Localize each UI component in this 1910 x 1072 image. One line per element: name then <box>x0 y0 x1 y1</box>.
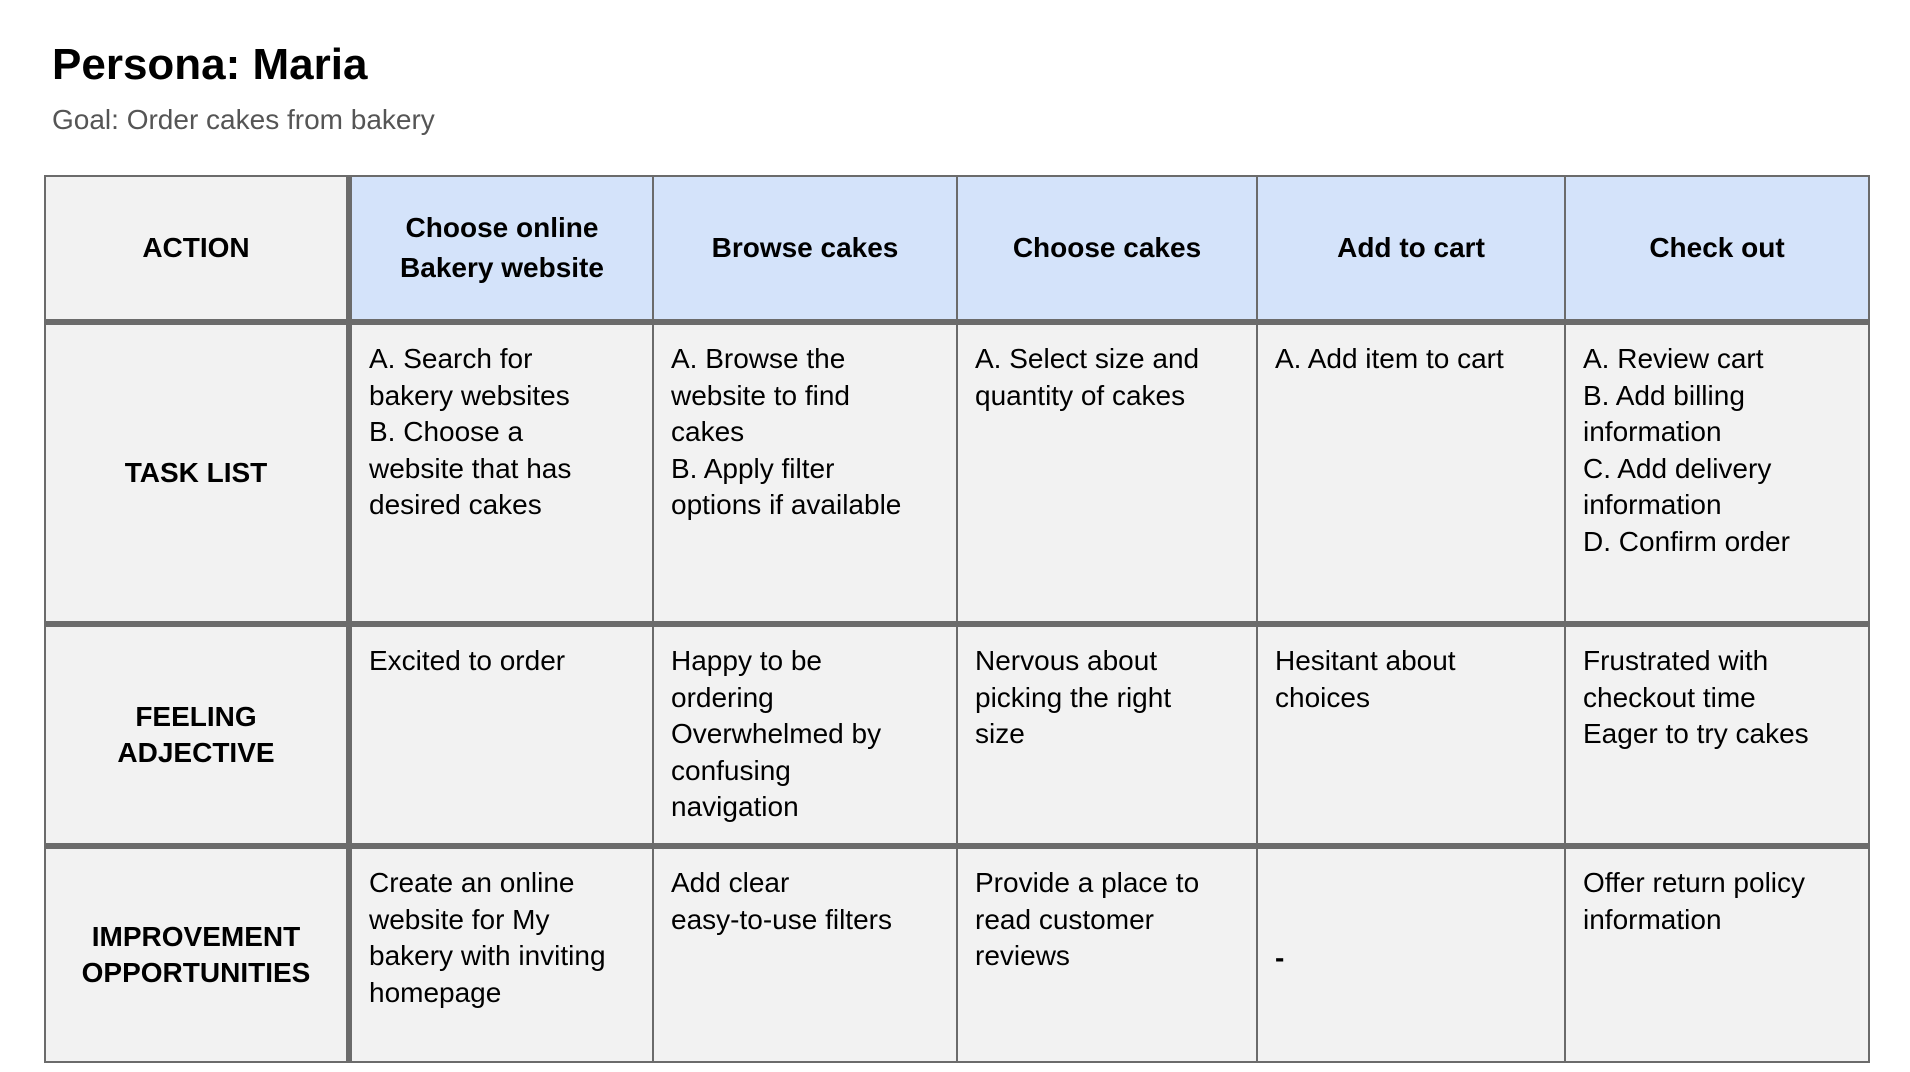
cell-line: Frustrated with <box>1583 645 1769 676</box>
cell-line: A. Add item to cart <box>1275 343 1504 374</box>
header-stage-3-line-1: Choose cakes <box>1012 232 1202 263</box>
cell-line: Excited to order <box>369 645 566 676</box>
feeling-label-line-1: FEELING <box>135 701 257 732</box>
cell-line: website that has <box>369 452 572 484</box>
task-list-cell-5 <box>1565 322 1869 624</box>
cell-line: Eager to try cakes <box>1583 718 1809 749</box>
cell-line: Nervous about <box>975 645 1158 676</box>
journey-map-table <box>44 175 1870 1063</box>
page-title: Persona: Maria <box>52 40 368 89</box>
cell-line: easy-to-use filters <box>671 903 892 935</box>
cell-line: D. Confirm order <box>1583 525 1790 557</box>
cell-line: information <box>1583 489 1722 520</box>
improvement-label <box>45 846 349 1062</box>
cell-line: website to find <box>671 379 850 411</box>
improvement-cell-3 <box>957 846 1257 1062</box>
header-action <box>45 176 349 322</box>
cell-line: read customer <box>975 903 1154 935</box>
task-list-cell-1 <box>349 322 653 624</box>
task-list-cell-4 <box>1257 322 1565 624</box>
feeling-cell-2 <box>653 624 957 846</box>
header-stage-1 <box>349 176 653 322</box>
cell-line: picking the right <box>975 681 1172 713</box>
improvement-label-line-2: OPPORTUNITIES <box>81 957 311 988</box>
cell-line: Hesitant about <box>1275 645 1456 676</box>
header-stage-5-line-1: Check out <box>1649 232 1785 263</box>
cell-line: information <box>1583 416 1722 447</box>
header-stage-3 <box>957 176 1257 322</box>
feeling-cell-4 <box>1257 624 1565 846</box>
header-stage-1-line-2: Bakery website <box>400 252 604 283</box>
cell-line: choices <box>1275 681 1370 713</box>
improvement-cell-5 <box>1565 846 1869 1062</box>
header-row <box>45 176 1869 322</box>
cell-line: Create an online <box>369 867 575 898</box>
header-action-label: ACTION <box>142 232 250 263</box>
cell-line: cakes <box>671 416 745 447</box>
feeling-cell-1 <box>349 624 653 846</box>
cell-line: B. Add billing <box>1583 379 1745 411</box>
improvement-row <box>45 846 1869 1062</box>
cell-line: Add clear <box>671 867 790 898</box>
cell-line: A. Search for <box>369 343 533 374</box>
cell-line: options if available <box>671 489 902 520</box>
cell-line: Happy to be <box>671 645 822 676</box>
cell-line: Offer return policy <box>1583 867 1806 898</box>
task-list-cell-3 <box>957 322 1257 624</box>
cell-line: quantity of cakes <box>975 379 1186 411</box>
feeling-cell-3 <box>957 624 1257 846</box>
feeling-label-line-2: ADJECTIVE <box>117 737 275 768</box>
header-stage-1-line-1: Choose online <box>405 212 599 243</box>
cell-line: navigation <box>671 791 799 822</box>
cell-line: A. Browse the <box>671 343 846 374</box>
improvement-cell-1 <box>349 846 653 1062</box>
cell-line: B. Apply filter <box>671 452 835 484</box>
header-stage-5 <box>1565 176 1869 322</box>
cell-line: reviews <box>975 940 1070 971</box>
improvement-cell-4 <box>1257 846 1565 1062</box>
cell-line: checkout time <box>1583 681 1756 713</box>
cell-line: C. Add delivery <box>1583 452 1772 484</box>
header-stage-2-line-1: Browse cakes <box>711 232 899 263</box>
cell-line: Provide a place to <box>975 867 1200 898</box>
task-list-label <box>45 322 349 624</box>
task-list-row <box>45 322 1869 624</box>
header-stage-2 <box>653 176 957 322</box>
cell-line: desired cakes <box>369 489 542 520</box>
cell-line: homepage <box>369 976 502 1008</box>
improvement-label-line-1: IMPROVEMENT <box>91 921 301 952</box>
cell-line: ordering <box>671 681 774 713</box>
header-stage-4 <box>1257 176 1565 322</box>
cell-line: bakery with inviting <box>369 940 606 971</box>
cell-line: information <box>1583 903 1722 935</box>
cell-line: B. Choose a <box>369 416 524 447</box>
cell-line: A. Select size and <box>975 343 1200 374</box>
task-list-label-line-1: TASK LIST <box>124 457 268 488</box>
header-stage-4-line-1: Add to cart <box>1337 232 1485 263</box>
improvement-cell-2 <box>653 846 957 1062</box>
cell-line: Overwhelmed by <box>671 718 882 749</box>
feeling-label <box>45 624 349 846</box>
cell-line: A. Review cart <box>1583 343 1764 374</box>
cell-line: confusing <box>671 754 791 786</box>
cell-line: website for My <box>369 903 550 935</box>
task-list-cell-2 <box>653 322 957 624</box>
feeling-cell-5 <box>1565 624 1869 846</box>
feeling-row <box>45 624 1869 846</box>
cell-line: size <box>975 718 1025 749</box>
cell-line: bakery websites <box>369 379 570 411</box>
empty-dash: - <box>1275 941 1285 973</box>
page-subtitle: Goal: Order cakes from bakery <box>52 104 435 135</box>
